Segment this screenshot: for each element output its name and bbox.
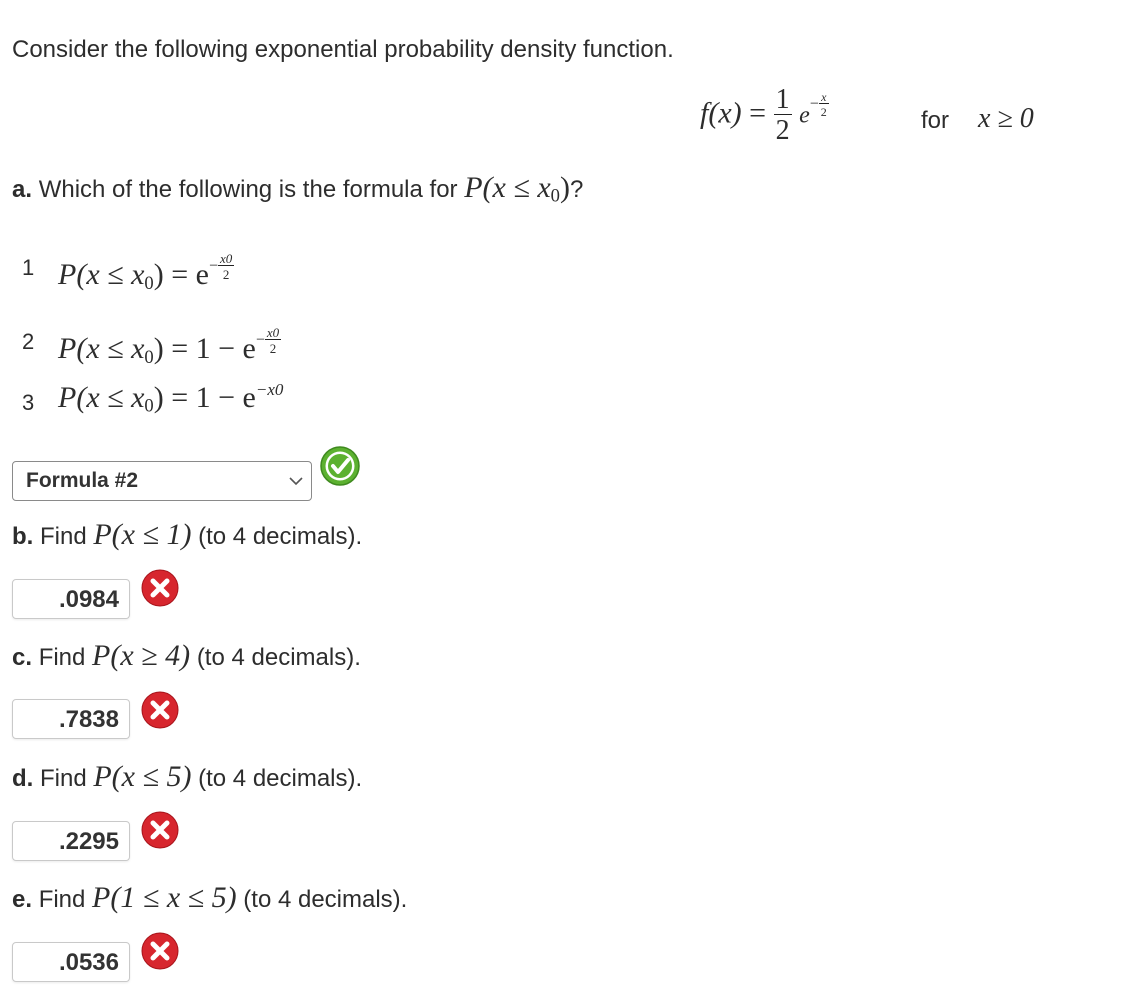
question-c-post: (to 4 decimals). [196, 644, 361, 671]
incorrect-x-icon [140, 568, 180, 608]
incorrect-x-icon [140, 690, 180, 730]
question-d [12, 760, 362, 794]
option-2-exponent [256, 326, 281, 355]
incorrect-x-icon [140, 810, 180, 850]
question-d-pre: Find [40, 765, 87, 792]
intro-text: Consider the following exponential probability density function. [12, 36, 674, 63]
option-3-rhs: ) = 1 − e [153, 381, 256, 414]
incorrect-x-icon [140, 931, 180, 971]
option-2-number: 2 [22, 329, 35, 354]
option-2-exp-sign: − [255, 331, 265, 349]
option-1-number: 1 [22, 255, 35, 280]
option-2-exp-fraction [265, 326, 281, 355]
option-1-exp-den: 2 [218, 265, 234, 281]
formula-select-value: Formula #2 [26, 469, 139, 492]
option-1-exponent [209, 252, 234, 281]
option-1-exp-sign: − [208, 257, 218, 275]
question-a-text: Which of the following is the formula for [38, 176, 458, 203]
option-3-formula [58, 380, 283, 418]
question-c [12, 639, 361, 673]
question-e-math: P(1 ≤ x ≤ 5) [92, 881, 237, 914]
option-1-rhs: ) = e [153, 258, 209, 292]
option-1-sub: 0 [144, 272, 154, 294]
pdf-exponent [810, 91, 829, 118]
pdf-exp-den: 2 [820, 105, 827, 120]
pdf-exp-fraction [819, 91, 829, 118]
option-1-lhs: P(x ≤ x [58, 258, 145, 292]
answer-e-input[interactable]: .0536 [12, 942, 130, 982]
pdf-num: 1 [775, 84, 790, 115]
question-e-letter: e. [12, 886, 33, 913]
question-e-post: (to 4 decimals). [243, 886, 408, 913]
question-a-end: ? [569, 176, 584, 203]
question-b-pre: Find [40, 523, 87, 550]
option-2-exp-num: x0 [266, 325, 280, 340]
formula-select[interactable] [12, 461, 312, 501]
question-c-pre: Find [38, 644, 86, 671]
question-a-math-sub: 0 [550, 185, 560, 207]
pdf-for-label: for [921, 107, 950, 134]
question-b [12, 518, 362, 552]
question-e-pre: Find [38, 886, 86, 913]
question-b-post: (to 4 decimals). [198, 523, 363, 550]
question-b-math: P(x ≤ 1) [93, 518, 192, 551]
pdf-exp-num: x [821, 90, 827, 105]
question-d-letter: d. [12, 765, 34, 792]
question-a-letter: a. [12, 176, 33, 203]
option-3-sub: 0 [144, 395, 154, 417]
option-2-lhs: P(x ≤ x [58, 332, 145, 366]
question-e [12, 881, 407, 915]
pdf-eq: = [749, 96, 767, 130]
option-1-exp-num: x0 [219, 251, 233, 266]
answer-b-input[interactable]: .0984 [12, 579, 130, 619]
option-2-exp-den: 2 [265, 339, 281, 355]
chevron-down-icon [289, 476, 303, 486]
correct-check-icon [318, 444, 362, 488]
option-2-rhs: ) = 1 − e [153, 332, 256, 366]
pdf-den: 2 [775, 115, 790, 146]
option-1-exp-fraction [218, 252, 234, 281]
question-d-post: (to 4 decimals). [198, 765, 363, 792]
option-3-lhs: P(x ≤ x [58, 381, 145, 414]
question-b-letter: b. [12, 523, 34, 550]
option-1-formula [58, 252, 234, 295]
question-c-math: P(x ≥ 4) [92, 639, 191, 672]
question-a-math-body: P(x ≤ x [464, 171, 551, 204]
question-a-math [464, 171, 570, 207]
pdf-fx: f(x) [700, 96, 742, 130]
pdf-formula [700, 86, 829, 145]
pdf-exp-sign: − [809, 95, 819, 113]
question-a-math-end: ) [559, 171, 570, 204]
question-a [12, 171, 583, 208]
option-3-number: 3 [22, 390, 35, 415]
option-2-formula [58, 326, 281, 369]
question-d-math: P(x ≤ 5) [93, 760, 192, 793]
option-2-sub: 0 [144, 346, 154, 368]
question-c-letter: c. [12, 644, 33, 671]
pdf-condition: x ≥ 0 [978, 103, 1034, 134]
pdf-fraction [774, 86, 792, 145]
pdf-base: e [799, 102, 810, 129]
answer-c-input[interactable]: .7838 [12, 699, 130, 739]
option-3-exponent: −x0 [255, 380, 284, 399]
answer-d-input[interactable]: .2295 [12, 821, 130, 861]
